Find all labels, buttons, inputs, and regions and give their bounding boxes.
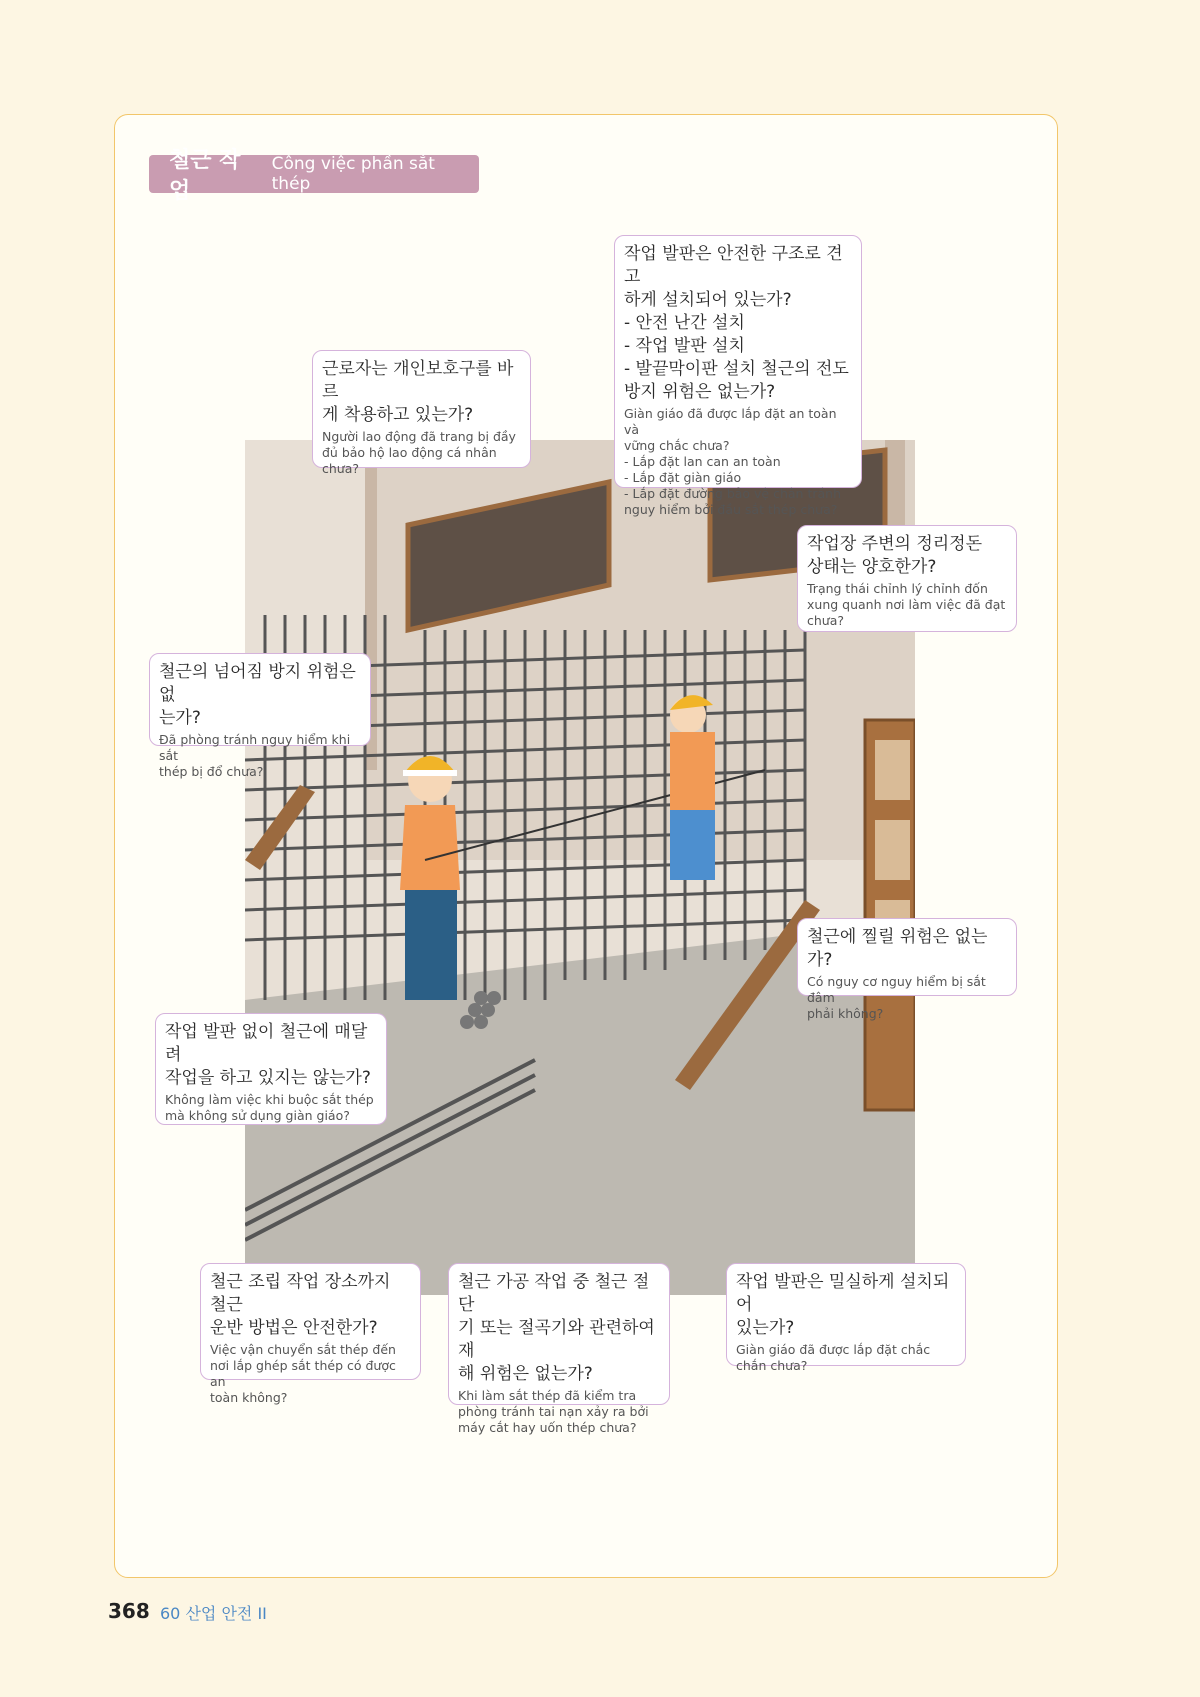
callout-scaffold-structure (614, 235, 862, 517)
callout-workplace-tidiness-ko: 작업장 주변의 정리정돈 상태는 양호한가? (807, 534, 983, 577)
page-number: 368 (108, 1599, 150, 1623)
section-title-tag (149, 148, 479, 204)
callout-rebar-puncture-vi: Có nguy cơ nguy hiểm bị sắt đâm phải không? (807, 974, 986, 1021)
section-title-korean: 철근 작업 (169, 148, 241, 204)
callout-personal-protection (312, 350, 531, 476)
callout-hanging-without-scaffold (155, 1013, 387, 1125)
callout-scaffold-tightness (726, 1263, 966, 1373)
callout-cutting-bending-vi: Khi làm sắt thép đã kiểm tra phòng tránh tai nạn xảy ra bởi máy cắt hay uốn thép chưa? (458, 1388, 649, 1435)
callout-rebar-collapse (149, 653, 371, 779)
callout-workplace-tidiness (797, 525, 1017, 632)
callout-workplace-tidiness-vi: Trạng thái chỉnh lý chỉnh đốn xung quanh nơi làm việc đã đạt chưa? (807, 581, 1006, 628)
section-title-vietnamese: Công việc phần sắt thép (271, 154, 435, 194)
callout-scaffold-structure-ko: 작업 발판은 안전한 구조로 견고 하게 설치되어 있는가? - 안전 난간 설치 - 작업 발판 설치 - 발끝막이판 설치 철근의 전도 방지 위험은 없는가? (624, 244, 849, 402)
callout-rebar-transport (200, 1263, 421, 1405)
callout-personal-protection-ko: 근로자는 개인보호구를 바르 게 착용하고 있는가? (322, 359, 514, 425)
callout-cutting-bending (448, 1263, 670, 1435)
callout-rebar-puncture-ko: 철근에 찔릴 위험은 없는가? (807, 927, 988, 970)
callout-personal-protection-vi: Người lao động đã trang bị đầy đủ bảo hộ lao động cá nhân chưa? (322, 429, 516, 476)
callout-hanging-without-scaffold-ko: 작업 발판 없이 철근에 매달려 작업을 하고 있지는 않는가? (165, 1022, 371, 1088)
callout-rebar-transport-ko: 철근 조립 작업 장소까지 철근 운반 방법은 안전한가? (210, 1272, 391, 1338)
callout-cutting-bending-ko: 철근 가공 작업 중 철근 절단 기 또는 절곡기와 관련하여 재 해 위험은 없는가? (458, 1272, 655, 1384)
callout-scaffold-structure-vi: Giàn giáo đã được lắp đặt an toàn và vững chắc chưa? - Lắp đặt lan can an toàn - Lắp đặt giàn giáo - Lắp đặt đường bảo vệ chân tránh nguy hiểm bởi đầu sắt thép chưa? (624, 406, 841, 517)
callout-rebar-puncture (797, 918, 1017, 1021)
book-title: 60 산업 안전 II (160, 1604, 267, 1623)
callout-scaffold-tightness-vi: Giàn giáo đã được lắp đặt chắc chắn chưa? (736, 1342, 931, 1373)
callout-hanging-without-scaffold-vi: Không làm việc khi buộc sắt thép mà không sử dụng giàn giáo? (165, 1092, 374, 1123)
callout-rebar-collapse-vi: Đã phòng tránh nguy hiểm khi sắt thép bị đổ chưa? (159, 732, 351, 779)
callout-scaffold-tightness-ko: 작업 발판은 밀실하게 설치되어 있는가? (736, 1272, 950, 1338)
callout-rebar-collapse-ko: 철근의 넘어짐 방지 위험은 없 는가? (159, 662, 356, 728)
callout-rebar-transport-vi: Việc vận chuyển sắt thép đến nơi lắp ghép sắt thép có được an toàn không? (210, 1342, 396, 1405)
